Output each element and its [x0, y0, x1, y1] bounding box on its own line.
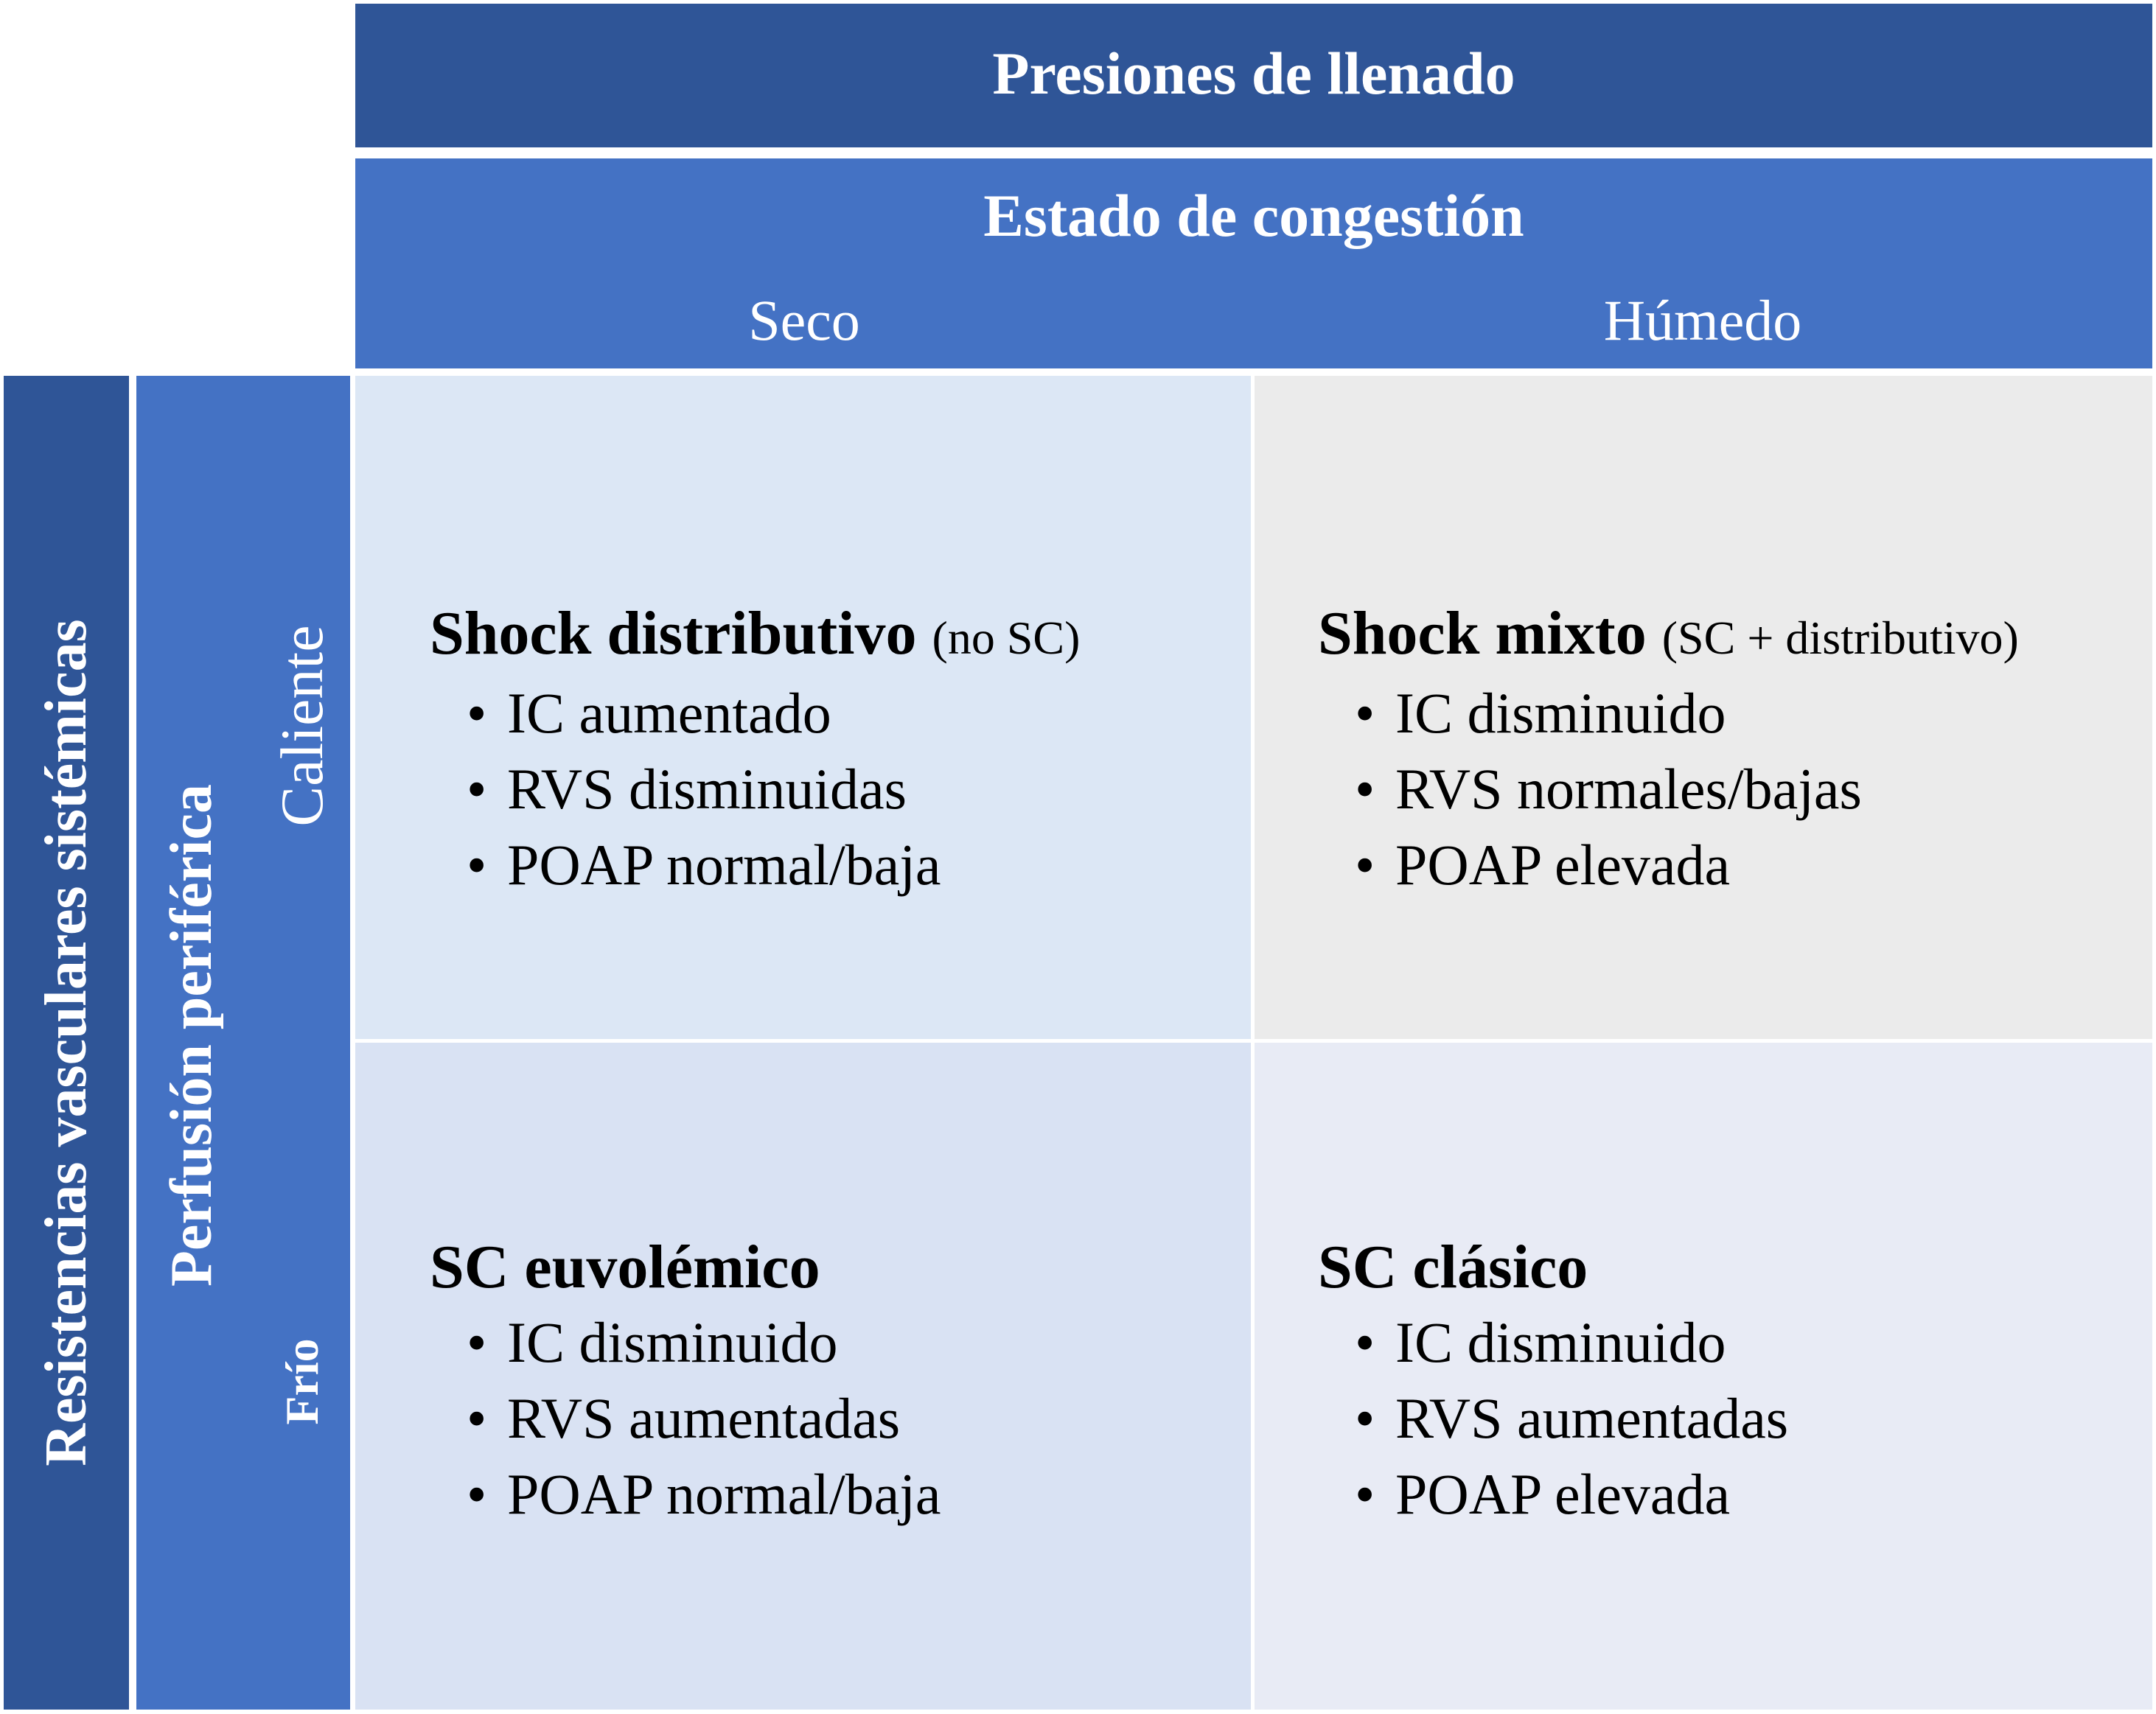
list-item: • IC aumentado — [467, 681, 831, 745]
cell-seco-frio-title — [430, 1231, 941, 1304]
cell-seco-caliente-title-main: Shock distributivo — [430, 599, 917, 668]
cell-humedo-frio-title-main: SC clásico — [1318, 1233, 1588, 1301]
cell-humedo-caliente-content — [1318, 597, 2019, 903]
cell-seco-frio-content — [430, 1231, 941, 1532]
cell-humedo-caliente-title — [1318, 597, 2019, 675]
column-label-humedo: Húmedo — [1603, 288, 1802, 352]
header-filling-pressures — [355, 4, 2152, 147]
list-item: • RVS normales/bajas — [1355, 757, 1862, 821]
cell-humedo-frio-title — [1318, 1231, 1788, 1304]
cell-seco-caliente-content — [430, 597, 1080, 903]
list-item: • POAP elevada — [1355, 833, 1731, 897]
row-band-peripheral-perfusion-label: Perfusión periférica — [159, 784, 224, 1287]
cell-seco-caliente-list — [430, 675, 1080, 903]
row-label-frio: Frío — [276, 1338, 328, 1425]
cell-seco-frio-list — [430, 1304, 941, 1532]
list-item: • POAP normal/baja — [467, 833, 941, 897]
header-congestion-state-label: Estado de congestión — [983, 182, 1524, 249]
cell-humedo-frio-list — [1318, 1304, 1788, 1532]
row-label-caliente: Caliente — [268, 625, 335, 827]
cell-humedo-caliente-title-main: Shock mixto — [1318, 599, 1647, 668]
list-item: • POAP elevada — [1355, 1462, 1731, 1526]
cell-seco-caliente-title — [430, 597, 1080, 675]
list-item: • RVS disminuidas — [467, 757, 907, 821]
row-band-vascular-resistance-label: Resistencias vasculares sistémicas — [34, 619, 99, 1466]
cell-humedo-caliente-list — [1318, 675, 2019, 903]
column-label-seco: Seco — [748, 288, 860, 352]
list-item: • RVS aumentadas — [467, 1386, 901, 1450]
list-item: • RVS aumentadas — [1355, 1386, 1789, 1450]
cell-seco-caliente-title-note: (no SC) — [932, 612, 1081, 664]
list-item: • IC disminuido — [467, 1310, 838, 1374]
list-item: • IC disminuido — [1355, 681, 1726, 745]
cell-humedo-frio-content — [1318, 1231, 1788, 1532]
list-item: • POAP normal/baja — [467, 1462, 941, 1526]
cell-seco-frio-title-main: SC euvolémico — [430, 1233, 820, 1301]
cell-humedo-caliente-title-note: (SC + distributivo) — [1661, 612, 2019, 664]
header-filling-pressures-label: Presiones de llenado — [992, 40, 1515, 107]
list-item: • IC disminuido — [1355, 1310, 1726, 1374]
